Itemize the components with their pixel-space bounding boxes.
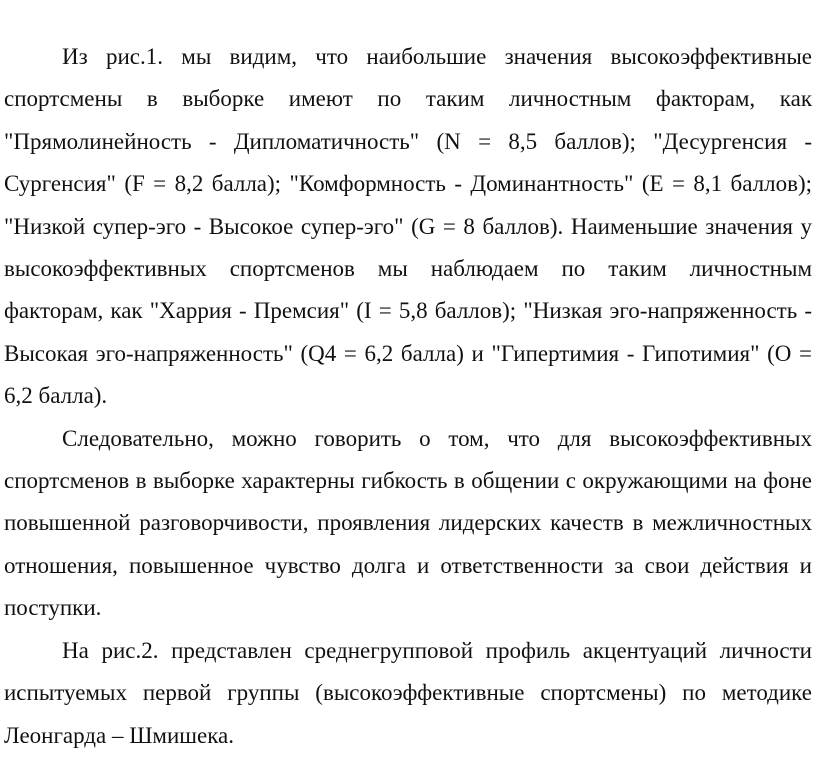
paragraph-figure-2-intro: На рис.2. представлен среднегрупповой профиль акцентуаций личности испытуемых первой группы (высокоэффективные спортсмены) по методике Леонгарда – Шмишека. <box>4 637 812 748</box>
paragraph-conclusion: Следовательно, можно говорить о том, что для высокоэффективных спортсменов в выборке характерны гибкость в общении с окружающими на фоне повышенной разговорчивости, проявления лидерских качеств в межличностных отношения, повышенное чувство долга и ответственности за свои действия и поступки. <box>4 425 812 621</box>
paragraph-factors-results: Из рис.1. мы видим, что наибольшие значения высокоэффективные спортсмены в выборке имеют по таким личностным факторам, как "Прямолинейность - Дипломатичность" (N = 8,5 баллов); "Десургенсия - Сургенсия" (F = 8,2 балла); "Комформность - Доминантность" (E = 8,1 баллов); "Низкой супер-эго - Высокое супер-эго" (G = 8 баллов). Наименьшие значения у высокоэффективных спортсменов мы наблюдаем по таким личностным факторам, как "Харрия - Премсия" (I = 5,8 баллов); "Низкая эго-напряженность - Высокая эго-напряженность" (Q4 = 6,2 балла) и "Гипертимия - Гипотимия" (O = 6,2 балла). <box>4 44 812 409</box>
